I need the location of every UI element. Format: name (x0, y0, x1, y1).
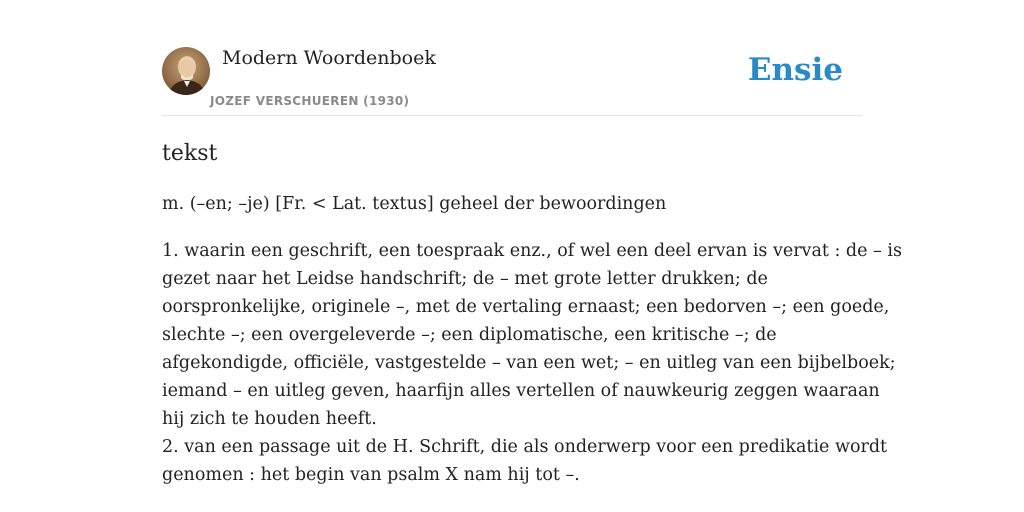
author-avatar (162, 47, 210, 95)
definition-line: oorspronkelijke, originele –, met de vertaling ernaast; een bedorven –; een goede, (162, 297, 890, 317)
definition-line: iemand – en uitleg geven, haarfijn alles vertellen of nauwkeurig zeggen waaraan (162, 381, 880, 401)
page-header (162, 44, 862, 116)
definition-line: afgekondigde, officiële, vastgestelde – van een wet; – en uitleg van een bijbelboek; (162, 353, 896, 373)
definition-line: 2. van een passage uit de H. Schrift, die als onderwerp voor een predikatie wordt (162, 437, 888, 457)
book-title[interactable]: Modern Woordenboek (222, 47, 436, 69)
definition-line: 1. waarin een geschrift, een toespraak enz., of wel een deel ervan is vervat : de – is (162, 241, 902, 261)
definition-line: hij zich te houden heeft. (162, 409, 377, 429)
entry-definitions (162, 237, 902, 489)
definition-line: gezet naar het Leidse handschrift; de – met grote letter drukken; de (162, 269, 768, 289)
author-portrait-icon (162, 47, 210, 95)
definition-line: genomen : het begin van psalm X nam hij tot –. (162, 465, 580, 485)
entry-grammar: m. (–en; –je) [Fr. < Lat. textus] geheel der bewoordingen (162, 194, 667, 214)
author-name[interactable]: JOZEF VERSCHUEREN (1930) (210, 94, 410, 108)
brand-logo[interactable]: Ensie (747, 52, 843, 88)
entry-word: tekst (162, 141, 218, 166)
definition-line: slechte –; een overgeleverde –; een diplomatische, een kritische –; de (162, 325, 777, 345)
entry-content (162, 138, 902, 489)
